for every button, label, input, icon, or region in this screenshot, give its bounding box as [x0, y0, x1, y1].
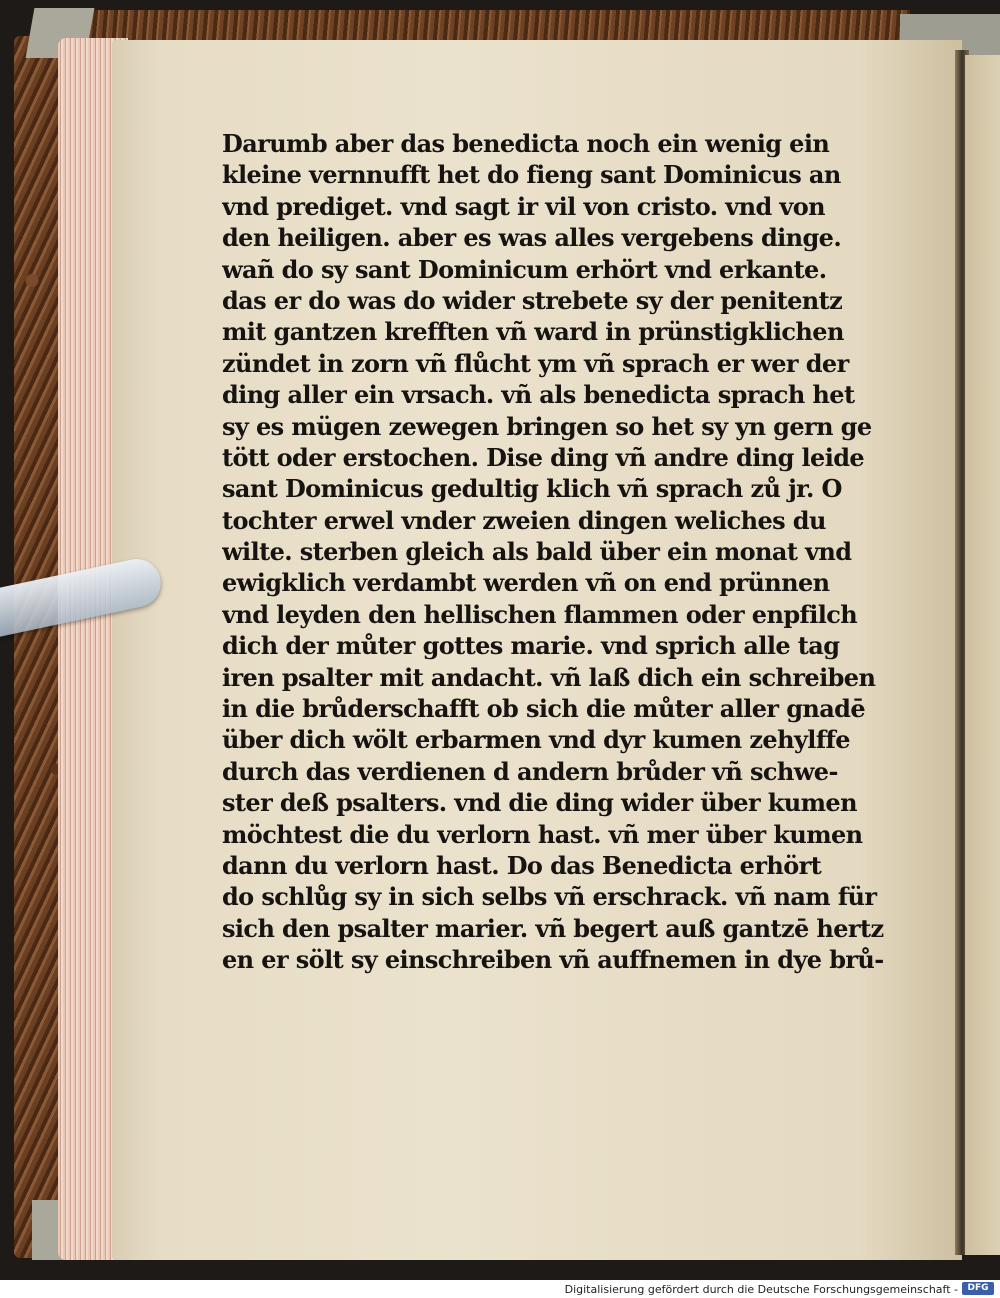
page-text	[222, 128, 912, 976]
text-line: den heiligen. aber es was alles vergebens dinge.	[222, 223, 842, 253]
text-line: durch das verdienen d andern brůder vñ schwe-	[222, 756, 838, 786]
text-line: sy es mügen zewegen bringen so het sy yn gern ge	[222, 411, 872, 441]
text-line: sant Dominicus gedultig klich vñ sprach zů jr. O	[222, 474, 842, 504]
text-line: sich den psalter marier. vñ begert auß gantzē hertz	[222, 913, 884, 943]
text-line: das er do was do wider strebete sy der penitentz	[222, 285, 843, 315]
text-line: über dich wölt erbarmen vnd dyr kumen zehylffe	[222, 725, 850, 755]
footer-bar	[0, 1280, 1000, 1298]
text-line: ewigklich verdambt werden vñ on end prünnen	[222, 568, 830, 598]
text-line: dich der můter gottes marie. vnd sprich alle tag	[222, 631, 840, 661]
text-line: ster deß psalters. vnd die ding wider über kumen	[222, 788, 857, 818]
dfg-logo: DFG	[962, 1282, 994, 1295]
text-line: en er sölt sy einschreiben vñ auffnemen in dye brů-	[222, 945, 884, 975]
text-line: iren psalter mit andacht. vñ laß dich ein schreiben	[222, 662, 876, 692]
text-line: Darumb aber das benedicta noch ein wenig ein	[222, 129, 830, 158]
facing-page-edge	[965, 55, 1000, 1255]
text-line: mit gantzen krefften vñ ward in prünstigklichen	[222, 317, 844, 347]
funding-note: Digitalisierung gefördert durch die Deutsche Forschungsgemeinschaft -	[564, 1283, 958, 1296]
text-line: möchtest die du verlorn hast. vñ mer über kumen	[222, 819, 863, 849]
text-line: wañ do sy sant Dominicum erhört vnd erkante.	[222, 254, 827, 284]
text-line: do schlůg sy in sich selbs vñ erschrack. vñ nam für	[222, 882, 877, 912]
text-line: tochter erwel vnder zweien dingen weliches du	[222, 505, 826, 535]
text-line: vnd prediget. vnd sagt ir vil von cristo. vnd von	[222, 191, 826, 221]
text-line: wilte. sterben gleich als bald über ein monat vnd	[222, 537, 852, 567]
text-line: vnd leyden den hellischen flammen oder enpfilch	[222, 599, 858, 629]
text-line: ding aller ein vrsach. vñ als benedicta sprach het	[222, 380, 855, 410]
text-line: dann du verlorn hast. Do das Benedicta erhört	[222, 850, 822, 880]
text-line: zündet in zorn vñ flůcht ym vñ sprach er wer der	[222, 348, 849, 378]
text-line: kleine vernnufft het do fieng sant Dominicus an	[222, 160, 841, 190]
text-line: in die brůderschafft ob sich die můter aller gnadē	[222, 694, 866, 724]
text-line: tött oder erstochen. Dise ding vñ andre ding leide	[222, 442, 865, 472]
